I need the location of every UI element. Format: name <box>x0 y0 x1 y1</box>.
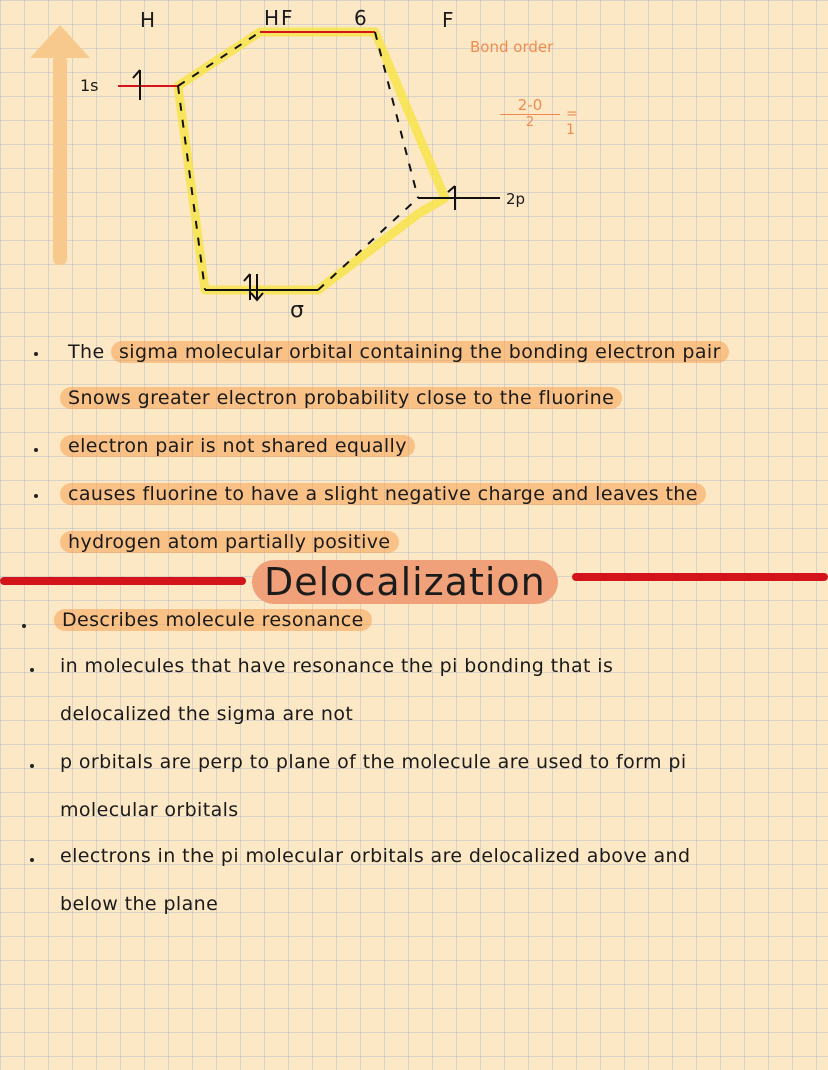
note-line <box>60 432 415 460</box>
section-title: Delocalization <box>252 560 558 604</box>
section-rule-left <box>0 577 246 585</box>
bond-order-denominator: 2 <box>525 115 535 130</box>
sigma-star-label: 6 <box>354 6 367 30</box>
correlation-highlight <box>178 32 445 290</box>
bullet-icon <box>22 624 26 628</box>
correlation-lines <box>178 32 418 290</box>
orbital-1s-label: 1s <box>80 76 99 95</box>
bullet-icon <box>34 494 38 498</box>
note-line: p orbitals are perp to plane of the molecule are used to form pi <box>60 751 687 773</box>
mo-diagram <box>0 0 828 330</box>
bond-order-formula <box>500 96 578 138</box>
bullet-icon <box>34 352 38 356</box>
bond-order-numerator: 2-0 <box>500 96 560 115</box>
note-line: in molecules that have resonance the pi bonding that is <box>60 655 614 677</box>
orbital-2p-label: 2p <box>506 190 526 208</box>
note-line: electrons in the pi molecular orbitals are delocalized above and <box>60 845 691 867</box>
sigma-label: σ <box>290 298 304 323</box>
bullet-icon <box>30 858 34 862</box>
note-line-text: Snows greater electron probability close to the fluorine <box>60 387 622 409</box>
molecule-label: HF <box>264 6 295 30</box>
atom-f-label: F <box>442 8 454 32</box>
note-line-text: Describes molecule resonance <box>54 609 372 631</box>
note-line <box>60 480 706 508</box>
note-line <box>54 606 372 634</box>
bond-order-result: = 1 <box>566 106 578 138</box>
section-rule-right <box>572 573 828 581</box>
note-line: The sigma molecular orbital containing the bonding electron pair <box>68 338 729 366</box>
note-line: delocalized the sigma are not <box>60 703 354 725</box>
note-line <box>60 384 622 412</box>
note-line-text: hydrogen atom partially positive <box>60 531 399 553</box>
bond-order-label: Bond order <box>470 38 554 56</box>
note-line-text: electron pair is not shared equally <box>60 435 415 457</box>
note-line-text: causes fluorine to have a slight negative charge and leaves the <box>60 483 706 505</box>
energy-arrow-icon <box>30 25 90 265</box>
note-line-text: sigma molecular orbital containing the bonding electron pair <box>111 341 729 363</box>
bullet-icon <box>30 764 34 768</box>
note-line <box>60 528 399 556</box>
bullet-icon <box>30 668 34 672</box>
atom-h-label: H <box>140 8 156 32</box>
note-line: below the plane <box>60 893 219 915</box>
bullet-icon <box>34 448 38 452</box>
note-line: molecular orbitals <box>60 799 239 821</box>
